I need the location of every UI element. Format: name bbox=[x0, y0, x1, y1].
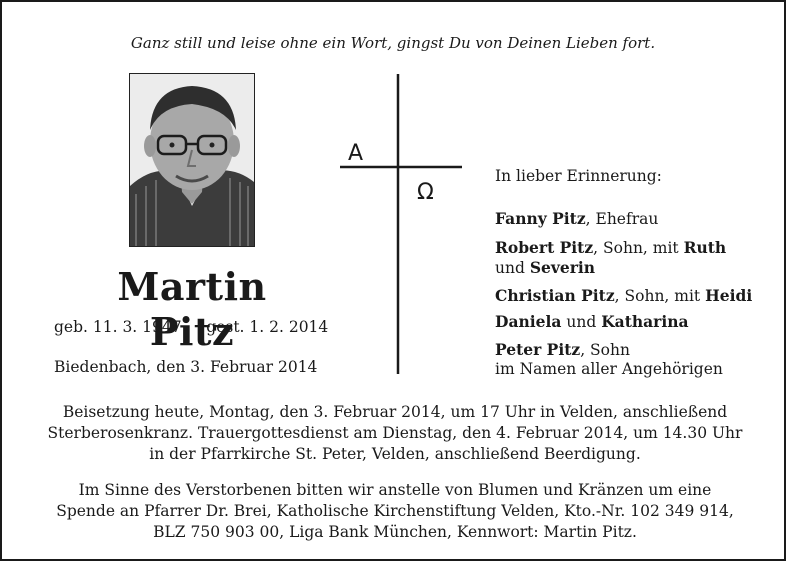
mourner-christian bbox=[495, 286, 752, 306]
funeral-line: Sterberosenkranz. Trauergottesdienst am Dienstag, den 4. Februar 2014, um 14.30 Uhr bbox=[47, 424, 743, 442]
portrait-image bbox=[130, 74, 254, 246]
conjunction: und bbox=[495, 259, 530, 277]
memory-heading: In lieber Erinnerung: bbox=[495, 167, 662, 185]
birth-date: geb. 11. 3. 1947 bbox=[54, 318, 182, 336]
mourner-fanny bbox=[495, 209, 658, 229]
mourner-name: Robert Pitz bbox=[495, 238, 594, 257]
donation-line: Im Sinne des Verstorbenen bitten wir anstelle von Blumen und Kränzen um eine bbox=[78, 481, 712, 499]
place-date: Biedenbach, den 3. Februar 2014 bbox=[54, 358, 318, 376]
cross-icon bbox=[338, 74, 468, 376]
mourner-name: Fanny Pitz bbox=[495, 209, 586, 228]
mourner-relation: , Ehefrau bbox=[585, 210, 659, 228]
alpha-symbol: A bbox=[348, 141, 364, 166]
donation-line: Spende an Pfarrer Dr. Brei, Katholische Kirchenstiftung Velden, Kto.-Nr. 102 349 914, bbox=[56, 502, 734, 520]
mourner-relation: , Sohn, mit bbox=[614, 287, 706, 305]
mourner-partner: Ruth bbox=[683, 238, 727, 257]
motto: Ganz still und leise ohne ein Wort, gingst Du von Deinen Lieben fort. bbox=[130, 34, 656, 52]
mourner-child: Katharina bbox=[601, 312, 689, 331]
funeral-line: in der Pfarrkirche St. Peter, Velden, anschließend Beerdigung. bbox=[149, 445, 641, 463]
funeral-details bbox=[20, 402, 770, 465]
funeral-line: Beisetzung heute, Montag, den 3. Februar 2014, um 17 Uhr in Velden, anschließend bbox=[62, 403, 728, 421]
omega-symbol: Ω bbox=[417, 180, 434, 205]
mourner-grandchildren bbox=[495, 312, 689, 332]
mourner-child: Severin bbox=[529, 258, 596, 277]
closing-line: im Namen aller Angehörigen bbox=[495, 360, 723, 378]
mourner-relation: , Sohn, mit bbox=[593, 239, 684, 257]
donation-request bbox=[20, 480, 770, 543]
mourner-robert bbox=[495, 238, 726, 278]
mourner-peter bbox=[495, 340, 723, 379]
mourner-partner: Heidi bbox=[705, 286, 753, 305]
death-date: gest. 1. 2. 2014 bbox=[206, 318, 329, 336]
conjunction: und bbox=[561, 313, 602, 331]
donation-line: BLZ 750 903 00, Liga Bank München, Kennwort: Martin Pitz. bbox=[153, 523, 637, 541]
life-dates bbox=[54, 318, 328, 336]
mourner-child: Daniela bbox=[495, 312, 562, 331]
mourner-name: Peter Pitz bbox=[495, 340, 581, 359]
portrait-photo bbox=[129, 73, 255, 247]
deceased-name: Martin Pitz bbox=[117, 264, 267, 354]
mourner-name: Christian Pitz bbox=[495, 286, 615, 305]
mourner-relation: , Sohn bbox=[580, 341, 630, 359]
